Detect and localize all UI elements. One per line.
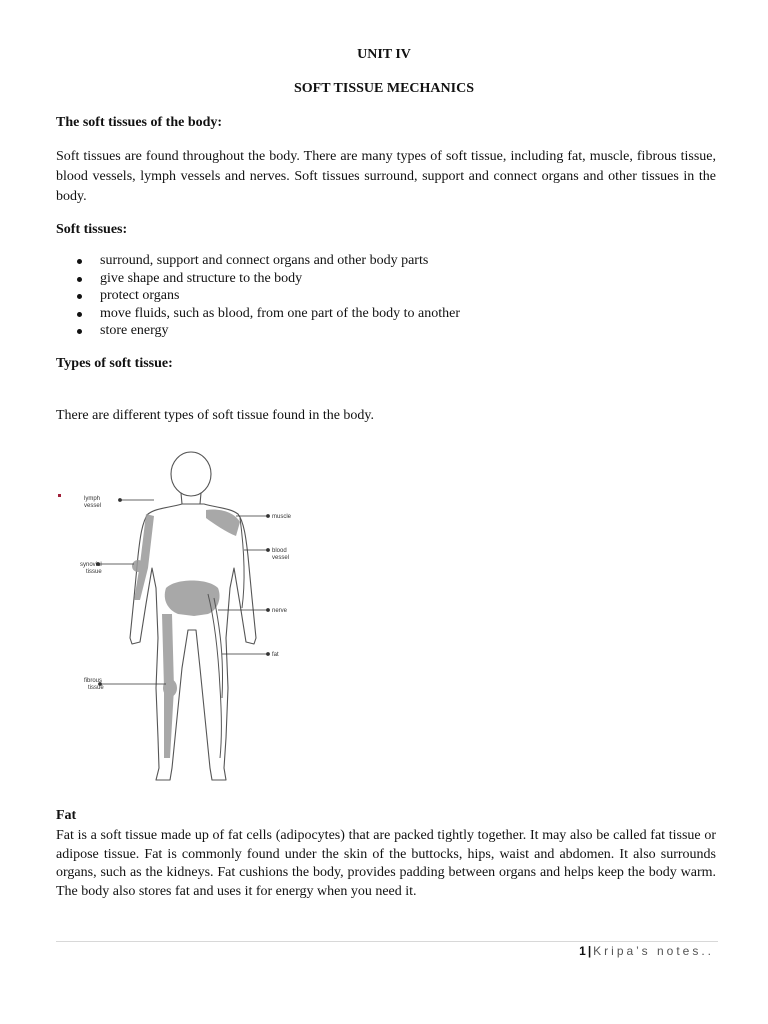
bullet-icon xyxy=(77,294,82,299)
section-heading-types: Types of soft tissue: xyxy=(56,356,173,371)
types-paragraph: There are different types of soft tissue found in the body. xyxy=(56,408,375,423)
artifact-mark xyxy=(58,494,61,497)
fat-paragraph: Fat is a soft tissue made up of fat cells (adipocytes) that are packed tightly together. It may also be called fat tissue or adipose tissue. Fat is commonly found under the skin of the buttocks, hips, waist and abdomen. It also surrounds organs, such as the kidneys. Fat cushions the body, provides padding between organs and helps keep the body warm. The body also stores fat and uses it for energy when you need it. xyxy=(56,828,716,899)
section-heading-fat: Fat xyxy=(56,808,77,823)
section-heading-soft-tissues-body: The soft tissues of the body: xyxy=(56,115,223,130)
list-item: move fluids, such as blood, from one part of the body to another xyxy=(56,305,460,323)
page-title: SOFT TISSUE MECHANICS xyxy=(294,81,474,96)
label-blood-vessel-2: vessel xyxy=(272,555,290,561)
label-fibrous-tissue: fibrous xyxy=(84,678,103,684)
page-number: 1 xyxy=(579,944,586,958)
label-nerve: nerve xyxy=(272,608,288,614)
bullet-icon xyxy=(77,277,82,282)
label-muscle: muscle xyxy=(272,514,292,520)
list-item: surround, support and connect organs and other body parts xyxy=(56,252,460,270)
section-heading-soft-tissues: Soft tissues: xyxy=(56,222,128,237)
body-outline xyxy=(130,452,256,780)
label-lymph-vessel: lymph xyxy=(84,496,101,502)
soft-tissue-body-diagram xyxy=(58,438,318,790)
soft-tissue-functions-list xyxy=(56,252,460,340)
footer-text: Kripa’s notes.. xyxy=(593,944,714,958)
list-item: protect organs xyxy=(56,287,460,305)
page-footer xyxy=(579,944,714,958)
list-item: give shape and structure to the body xyxy=(56,270,460,288)
bullet-icon xyxy=(77,312,82,317)
label-fibrous-tissue-2: tissue xyxy=(88,685,104,691)
label-lymph-vessel-2: vessel xyxy=(84,503,102,509)
label-fat: fat xyxy=(272,652,279,658)
unit-heading: UNIT IV xyxy=(357,47,411,62)
footer-separator: | xyxy=(587,944,592,958)
list-item: store energy xyxy=(56,322,460,340)
intro-paragraph: Soft tissues are found throughout the body. There are many types of soft tissue, including fat, muscle, fibrous tissue, blood vessels, lymph vessels and nerves. Soft tissues surround, support and connect organs and other tissues in the body. xyxy=(56,149,716,204)
label-synovial-tissue: synovial xyxy=(80,562,102,568)
label-blood-vessel: blood xyxy=(272,548,287,554)
bullet-icon xyxy=(77,329,82,334)
bullet-icon xyxy=(77,259,82,264)
footer-divider xyxy=(56,941,718,942)
label-synovial-tissue-2: tissue xyxy=(86,569,102,575)
